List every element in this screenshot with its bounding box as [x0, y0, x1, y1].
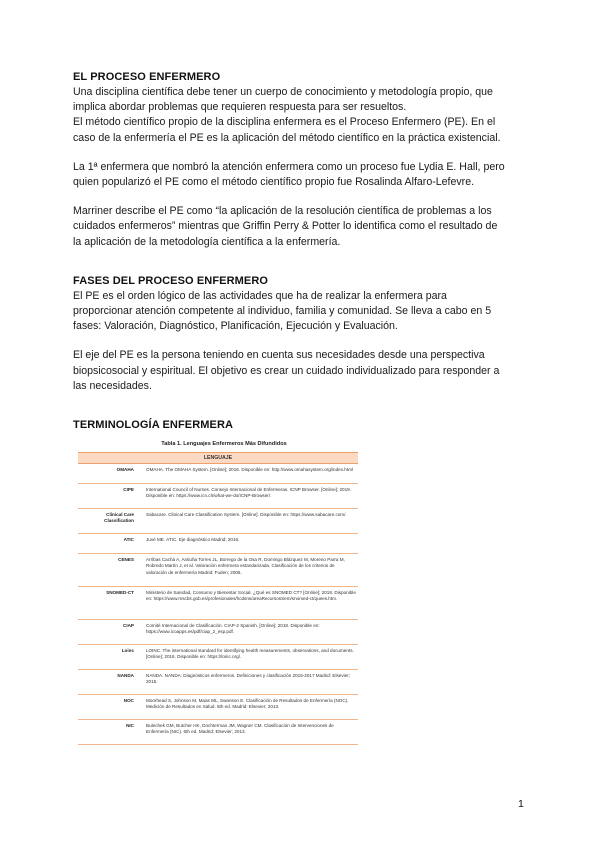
paragraph-line: El método científico propio de la disciplina enfermera es el Proceso Enfermero (PE). En el [73, 116, 496, 129]
row-desc: OMAHA. The OMAHA System. [Online]; 2016. Disponible en: http://www.omahasystem.org/index.html [142, 464, 358, 484]
paragraph-line: caso de la enfermería el PE es la aplicación del método científico en la práctica existencial. [73, 131, 501, 144]
row-desc: Arribas Cachá A, Antiuña Torres JL, Borrego de la Osa R, Domingo Blázquez M, Moreno Parra M, Robredo Martín J, et al. Valoración enfermera estandarizada. Clasificación de los criterios de valoración de enfermería Madrid: Fuden; 2006. [142, 554, 358, 587]
row-desc: LOINC. The international standard for identifying health measurements, observations, and documents. [Online]; 2016. Disponible en: https://loinc.org/. [142, 645, 358, 670]
row-abbr: CENES [78, 554, 142, 587]
heading-proceso-enfermero: EL PROCESO ENFERMERO [73, 71, 221, 83]
row-desc: Comité Internacional de Clasificación. CIAP-2 Spanish. [Online]; 2018. Disponible en: https://www.icoapps.es/pdf/ciap_2_esp.pdf. [142, 620, 358, 645]
paragraph-line: El eje del PE es la persona teniendo en cuenta sus necesidades desde una perspectiva [73, 349, 485, 362]
row-abbr: SNOMED-CT [78, 587, 142, 620]
row-abbr: NOC [78, 695, 142, 720]
paragraph-line: El PE es el orden lógico de las actividades que ha de realizar la enfermera para [73, 289, 447, 302]
row-desc: Ministerio de Sanidad, Consumo y Bienestar Social. ¿Qué es SNOMED CT? [Online]; 2018. Disponible en: https://www.mscbs.gob.es/profesionales/hcdsns/areaRecursosSem/snomed-ct/quees.htm. [142, 587, 358, 620]
paragraph-line: la aplicación de la metodología científica a la enfermería. [73, 235, 341, 248]
row-abbr: Loinc [78, 645, 142, 670]
table-row [78, 645, 358, 670]
table-row [78, 484, 358, 509]
paragraph-line: implica abordar problemas que requieren respuesta para ser resueltos. [73, 101, 407, 114]
paragraph-line: cuidados enfermeros” mientras que Griffin Perry & Potter lo identifica como el resultado de [73, 220, 498, 233]
row-abbr: Clinical Care Classification [78, 509, 142, 534]
table-row [78, 554, 358, 587]
heading-fases: FASES DEL PROCESO ENFERMERO [73, 274, 269, 287]
row-abbr: CIAP [78, 620, 142, 645]
table-row [78, 587, 358, 620]
row-abbr: NANDA [78, 670, 142, 695]
paragraph-line: las necesidades. [73, 379, 152, 392]
table-row [78, 620, 358, 645]
row-desc: NANDA. NANDA: Diagnósticos enfermeros. Definiciones y clasificación 2015-2017 Madrid: Elsevier; 2015. [142, 670, 358, 695]
row-abbr: OMAHA [78, 464, 142, 484]
row-desc: Bulechek GM, Butcher HK, Dochterman JM, Wagner CM. Clasificación de Intervenciones de Enfermería (NIC). 6th ed. Madrid: Elsevier; 2013. [142, 720, 358, 745]
row-abbr: NIC [78, 720, 142, 745]
table-header: LENGUAJE [78, 453, 358, 464]
language-table [78, 452, 358, 745]
heading-terminologia: TERMINOLOGÍA ENFERMERA [73, 419, 234, 432]
table-caption: Tabla 1. Lenguajes Enfermeros Más Difundidos [161, 441, 287, 447]
document-body [73, 70, 533, 433]
row-desc: International Council of Nurses. Consejo Internacional de Enfermeras. ICNP Browser. [Online]; 2019. Disponible en: https://www.icn.ch/what-we-do/ICNP-Browser/. [142, 484, 358, 509]
row-desc: Sabacare. Clinical Care Classification System. [Online]. Disponible en: https://www.sabacare.com/. [142, 509, 358, 534]
paragraph-line: quien popularizó el PE como el método científico propio fue Rosalinda Alfaro-Lefevre. [73, 176, 475, 189]
row-abbr: CIPE [78, 484, 142, 509]
table-row [78, 509, 358, 534]
row-desc: Moorhead S, Johnson M, Maas ML, Swanson E. Clasificación de Resultados de Enfermería (NOC). Medición de Resultados en Salud. 5th ed. Madrid: Elsevier; 2013. [142, 695, 358, 720]
row-abbr: ATIC [78, 534, 142, 554]
table-row [78, 670, 358, 695]
paragraph-line: La 1ª enfermera que nombró la atención enfermera como un proceso fue Lydia E. Hall, pero [73, 160, 505, 173]
table-row [78, 464, 358, 484]
table-row [78, 720, 358, 745]
page-number: 1 [518, 798, 524, 810]
paragraph-line: fases: Valoración, Diagnóstico, Planificación, Ejecución y Evaluación. [73, 320, 398, 333]
paragraph-line: biopsicosocial y espiritual. El objetivo es crear un cuidado individualizado para responder a [73, 364, 500, 377]
paragraph-line: Marriner describe el PE como “la aplicación de la resolución científica de problemas a los [73, 205, 492, 218]
table-row [78, 695, 358, 720]
table-row [78, 534, 358, 554]
paragraph-line: proporcionar atención competente al individuo, familia y comunidad. Se lleva a cabo en 5 [73, 305, 492, 318]
paragraph-line: Una disciplina científica debe tener un cuerpo de conocimiento y metodología propio, que [73, 86, 493, 98]
row-desc: Juvé ME. ATIC. Eje diagnóstico Madrid; 2016. [142, 534, 358, 554]
language-table-figure [78, 440, 358, 745]
